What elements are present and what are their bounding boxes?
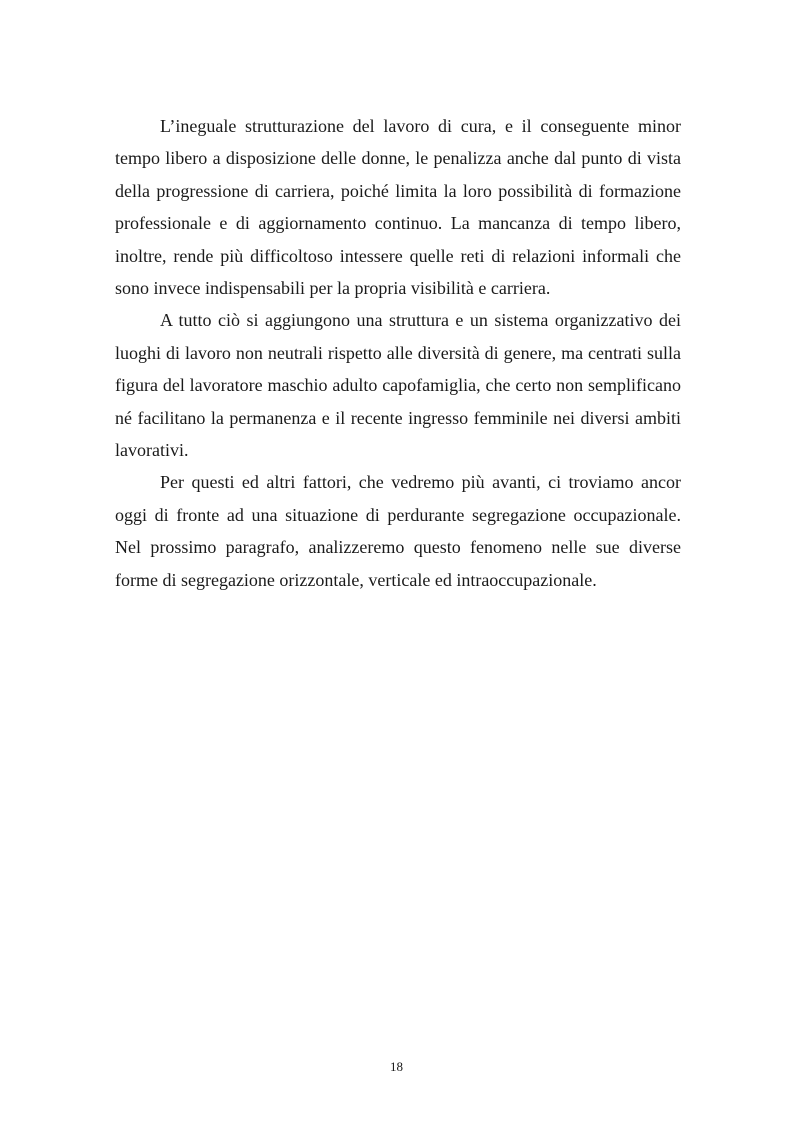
page-number: 18 <box>390 1059 403 1074</box>
paragraph: Per questi ed altri fattori, che vedremo più avanti, ci troviamo ancor oggi di fronte ad una situazione di perdurante segregazione occupazionale. Nel prossimo paragrafo, analizzeremo questo fenomeno nelle sue diverse forme di segregazione orizzontale, verticale ed intraoccupazionale. <box>115 472 681 590</box>
body-text <box>115 110 681 596</box>
paragraph: A tutto ciò si aggiungono una struttura e un sistema organizzativo dei luoghi di lavoro non neutrali rispetto alle diversità di genere, ma centrati sulla figura del lavoratore maschio adulto capofamiglia, che certo non semplificano né facilitano la permanenza e il recente ingresso femminile nei diversi ambiti lavorativi. <box>115 310 681 461</box>
paragraph: L’ineguale strutturazione del lavoro di cura, e il conseguente minor tempo libero a disposizione delle donne, le penalizza anche dal punto di vista della progressione di carriera, poiché limita la loro possibilità di formazione professionale e di aggiornamento continuo. La mancanza di tempo libero, inoltre, rende più difficoltoso intessere quelle reti di relazioni informali che sono invece indispensabili per la propria visibilità e carriera. <box>115 116 681 299</box>
